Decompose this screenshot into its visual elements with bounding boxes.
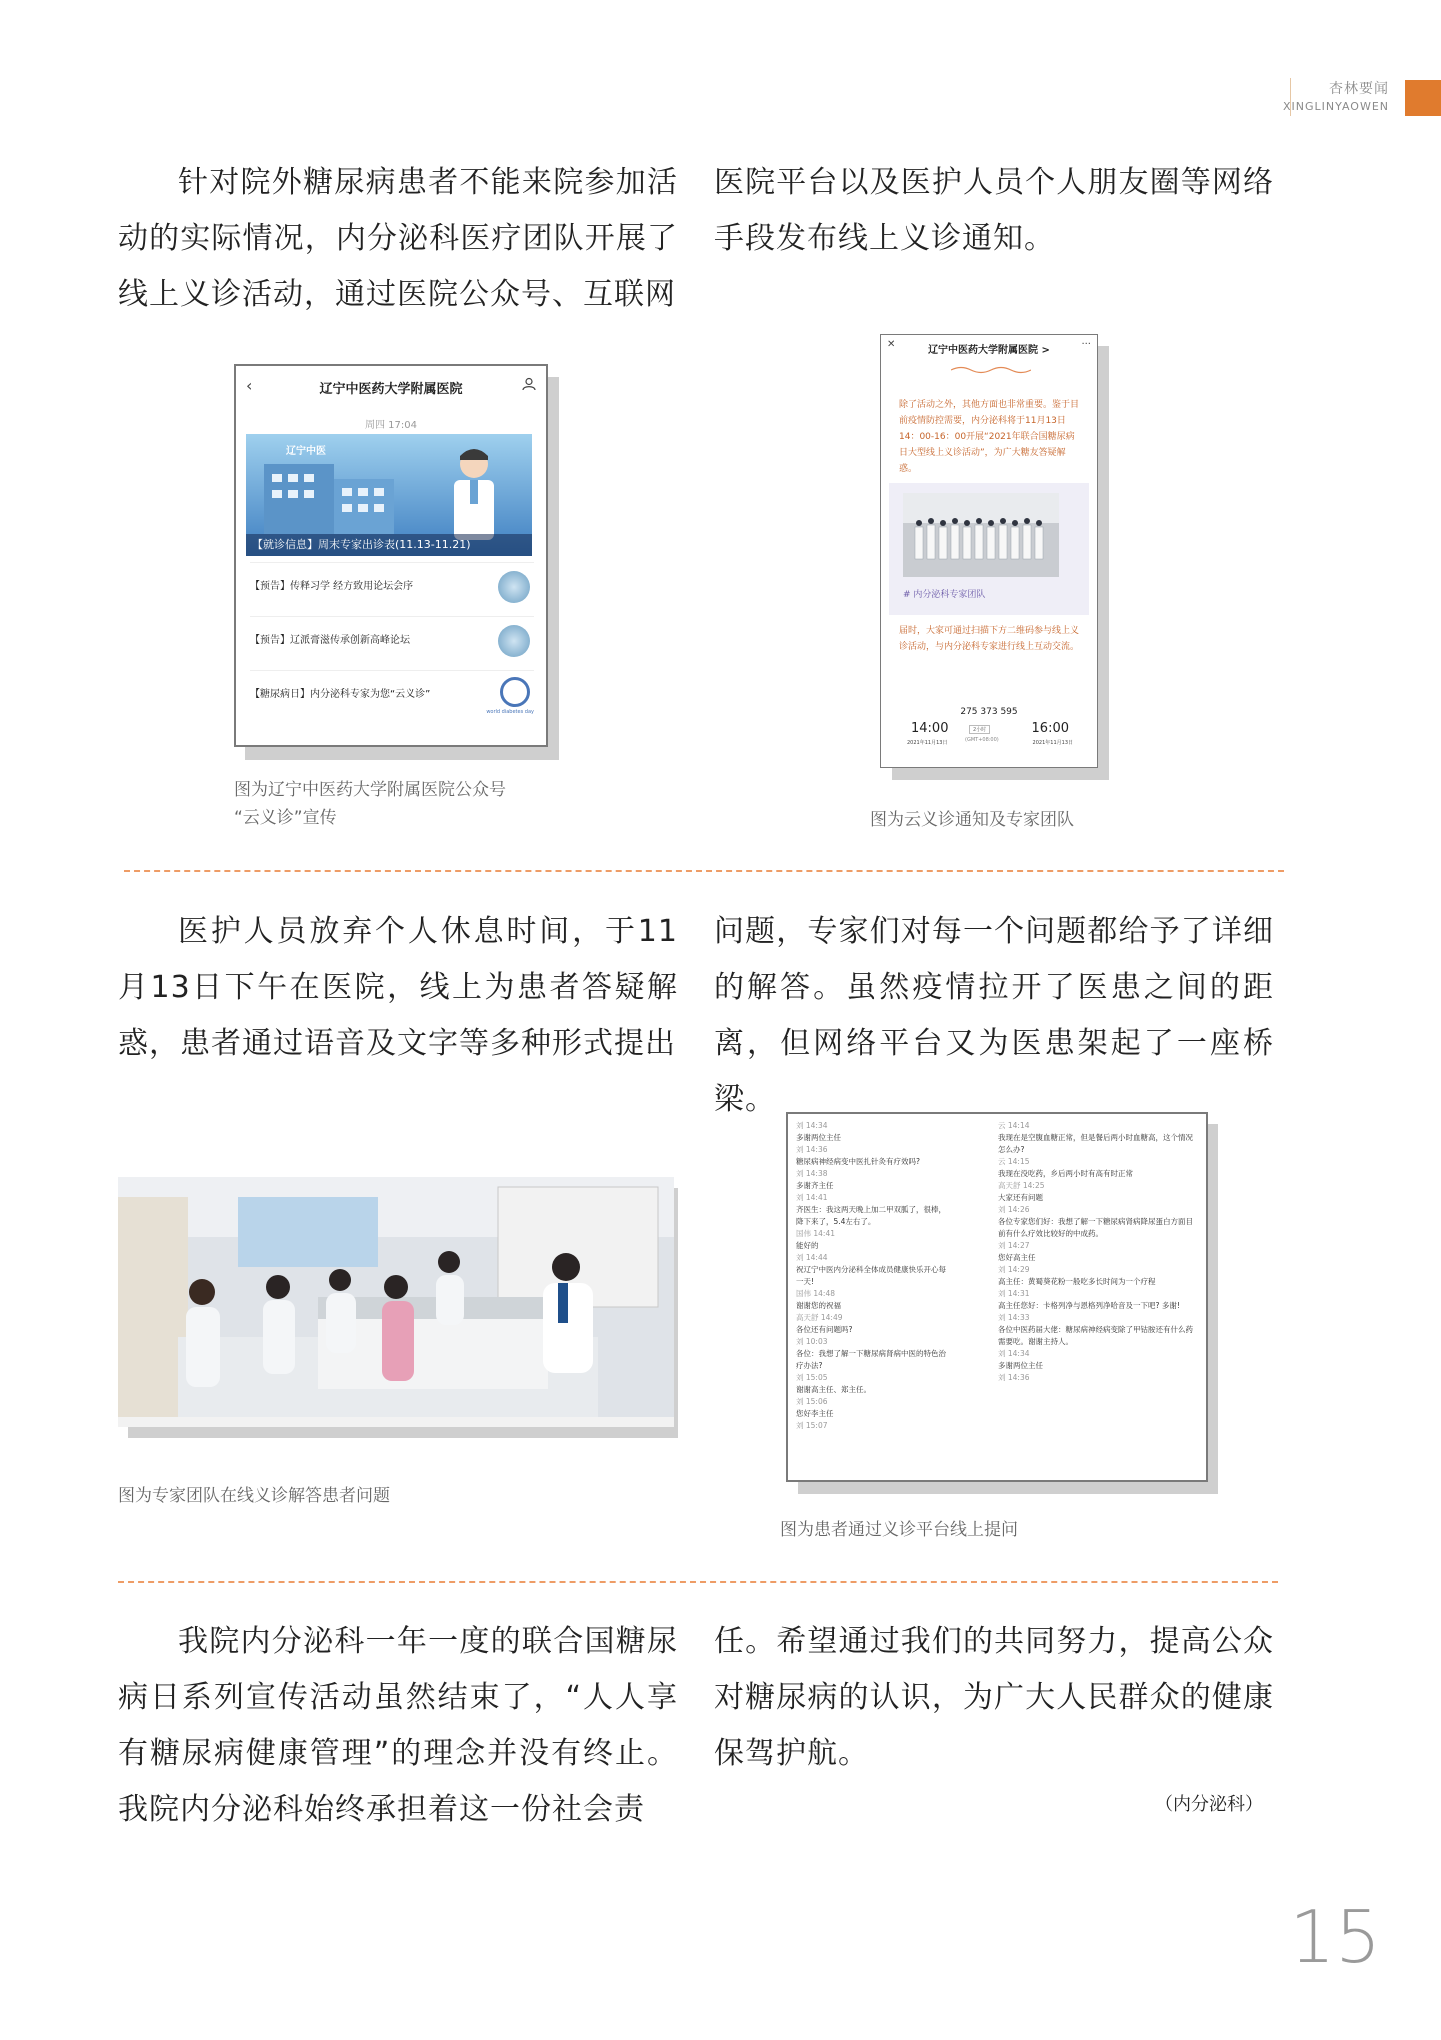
figure-1-caption-line-1: 图为辽宁中医药大学附属医院公众号 [234,780,506,800]
chat-text: 您好高主任 [998,1253,1036,1262]
app-title: 辽宁中医药大学附属医院 [319,382,463,397]
timestamp: 周四 17:04 [365,420,417,431]
chat-sender-time: 刘 14:33 [998,1313,1030,1322]
chat-text: 您好李主任 [796,1409,834,1418]
chat-message [796,1192,946,1228]
chat-text: 各位：我想了解一下糖尿病肾病中医的特色治疗办法? [796,1349,946,1370]
chat-message [796,1168,946,1192]
chat-text: 谢谢高主任、郑主任。 [796,1385,871,1394]
chat-message [796,1372,946,1396]
chat-message [998,1120,1198,1156]
chat-sender-time: 刘 14:41 [796,1193,828,1202]
start-date: 2021年11月13日 [907,740,948,746]
chat-text: 能好的 [796,1241,819,1250]
chat-message [998,1348,1198,1372]
paragraph-1-right: 医院平台以及医护人员个人朋友圈等网络手段发布线上义诊通知。 [714,165,1274,256]
chat-text: 各位还有问题吗? [796,1325,853,1334]
paragraph-3-right: 任。希望通过我们的共同努力，提高公众对糖尿病的认识，为广大人民群众的健康保驾护航。 [714,1624,1274,1771]
chat-sender-time: 高天舒 14:49 [796,1313,843,1322]
section-title: 杏林要闻 [1329,81,1389,97]
duration-badge: 2小时 [969,725,990,734]
chat-text: 高主任您好：卡格列净与恩格列净哈音及一下吧? 多谢! [998,1301,1180,1310]
chat-message [796,1252,946,1288]
banner-logo: 辽宁中医 [286,446,326,457]
chat-sender-time: 刘 14:36 [796,1145,828,1154]
wave-divider-icon [951,365,1031,375]
figure-2-caption: 图为云义诊通知及专家团队 [870,810,1074,830]
article-item [250,562,534,611]
paragraph-2-left: 医护人员放弃个人休息时间，于11月13日下午在医院，线上为患者答疑解惑，患者通过语音及文字等多种形式提出 [118,914,678,1061]
chat-message [796,1336,946,1372]
chat-text: 多谢两位主任 [796,1133,841,1142]
chat-sender-time: 刘 14:29 [998,1265,1030,1274]
chat-text: 糖尿病神经病变中医扎针灸有疗效吗? [796,1157,920,1166]
meeting-id: 275 373 595 [960,707,1018,717]
article-item [250,616,534,665]
section-divider [118,1581,1278,1583]
section-accent-square [1405,80,1441,116]
notice-text: 除了活动之外，其他方面也非常重要。鉴于目前疫情防控需要，内分泌科将于11月13日 14：00-16：00开展“2021年联合国糖尿病日大型线上义诊活动”，为广大糖友答疑解惑。 [899,400,1080,474]
article-item-title: 【预告】辽派膏滋传承创新高峰论坛 [250,635,410,646]
chat-sender-time: 刘 14:38 [796,1169,828,1178]
article-item [250,670,534,719]
end-date: 2021年11月13日 [1032,740,1073,746]
chat-text: 高主任：黄蜀葵花粉一般吃多长时间为一个疗程 [998,1277,1156,1286]
figure-1-caption-line-2: “云义诊”宣传 [234,808,337,828]
chat-text: 祝辽宁中医内分泌科全体成员健康快乐开心每一天! [796,1265,946,1286]
chat-text: 各位中医药届大佬：糖尿病神经病变除了甲钴胺还有什么药需要吃。谢谢主持人。 [998,1325,1193,1346]
chat-sender-time: 刘 14:36 [998,1373,1030,1382]
chat-message [796,1120,946,1144]
article-thumbnail [498,571,530,603]
chat-text: 大家还有问题 [998,1193,1043,1202]
figure-2-notice [880,334,1098,768]
section-divider [124,870,1284,872]
chat-sender-time: 刘 14:44 [796,1253,828,1262]
figure-3-caption: 图为专家团队在线义诊解答患者问题 [118,1486,390,1506]
chat-sender-time: 云 14:14 [998,1121,1030,1130]
team-label: # 内分泌科专家团队 [903,590,986,600]
chat-message [998,1180,1198,1204]
author-credit: （内分泌科） [1155,1794,1263,1815]
banner-caption: 【就诊信息】周末专家出诊表(11.13-11.21) [246,534,532,556]
chat-message [998,1288,1198,1312]
promo-banner [246,434,532,556]
close-icon: ✕ [887,339,896,350]
chat-text: 谢谢您的祝福 [796,1301,841,1310]
chat-sender-time: 国伟 14:41 [796,1229,835,1238]
chat-sender-time: 刘 14:31 [998,1289,1030,1298]
chat-sender-time: 刘 10:03 [796,1337,828,1346]
chat-sender-time: 刘 15:05 [796,1373,828,1382]
end-time: 16:00 [1031,721,1069,736]
figure-4-caption: 图为患者通过义诊平台线上提问 [780,1520,1018,1540]
chat-sender-time: 刘 14:27 [998,1241,1030,1250]
chat-text: 多谢齐主任 [796,1181,834,1190]
chat-text: 各位专家您们好：我想了解一下糖尿病肾病降尿蛋白方面目前有什么疗效比较好的中成药。 [998,1217,1193,1238]
figure-4-chat [786,1112,1208,1482]
more-icon: ··· [1081,339,1091,350]
article-item-title: 【糖尿病日】内分泌科专家为您“云义诊” [250,689,431,700]
paragraph-1-left: 针对院外糖尿病患者不能来院参加活动的实际情况，内分泌科医疗团队开展了线上义诊活动，通过医院公众号、互联网 [118,165,678,312]
chat-message [796,1312,946,1336]
chat-message [796,1396,946,1420]
timezone: (GMT+08:00) [965,737,999,743]
chat-message [796,1228,946,1252]
page-number: 15 [1289,1895,1381,1979]
start-time: 14:00 [911,721,949,736]
back-arrow-icon: ‹ [246,376,253,395]
chat-column-right [998,1120,1198,1384]
paragraph-3-left: 我院内分泌科一年一度的联合国糖尿病日系列宣传活动虽然结束了，“人人享有糖尿病健康管理”的理念并没有终止。我院内分泌科始终承担着这一份社会责 [118,1624,678,1827]
chat-text: 齐医生：我这两天晚上加二甲双胍了，很棒，降下来了，5.4左右了。 [796,1205,946,1226]
figure-3-photo [118,1177,674,1427]
chat-column-left [796,1120,946,1432]
team-photo-card [889,483,1089,615]
chat-message [796,1288,946,1312]
chat-message [998,1264,1198,1288]
article-item-title: 【预告】传释习学 经方致用论坛会序 [250,581,414,592]
consultation-photo [118,1177,674,1427]
join-text: 届时，大家可通过扫描下方二维码参与线上义诊活动，与内分泌科专家进行线上互动交流。 [899,626,1080,652]
chat-sender-time: 刘 14:34 [998,1349,1030,1358]
chat-sender-time: 国伟 14:48 [796,1289,835,1298]
article-thumbnail [498,625,530,657]
notice-header: 辽宁中医药大学附属医院 > [928,345,1050,356]
diabetes-day-label: world diabetes day [486,709,534,715]
chat-sender-time: 刘 15:07 [796,1421,828,1430]
section-subtitle: XINGLINYAOWEN [1282,100,1389,113]
chat-text: 多谢两位主任 [998,1361,1043,1370]
chat-sender-time: 刘 14:34 [796,1121,828,1130]
paragraph-2-right: 问题，专家们对每一个问题都给予了详细的解答。虽然疫情拉开了医患之间的距离，但网络平台又为医患架起了一座桥梁。 [714,914,1274,1117]
figure-1-phone [234,364,548,747]
chat-message [998,1204,1198,1240]
profile-icon [522,376,536,390]
team-photo [903,493,1059,577]
chat-message [796,1144,946,1168]
chat-message [998,1372,1198,1384]
diabetes-day-logo [500,677,530,707]
chat-text: 我现在是空腹血糖正常，但是餐后两小时血糖高，这个情况怎么办? [998,1133,1193,1154]
chat-text: 我现在没吃药，乡后两小时有高有时正常 [998,1169,1133,1178]
chat-sender-time: 刘 15:06 [796,1397,828,1406]
chat-sender-time: 高天舒 14:25 [998,1181,1045,1190]
chat-message [796,1420,946,1432]
chat-message [998,1156,1198,1180]
chat-sender-time: 刘 14:26 [998,1205,1030,1214]
chat-message [998,1312,1198,1348]
chat-message [998,1240,1198,1264]
figure-1-caption [234,776,564,832]
chat-sender-time: 云 14:15 [998,1157,1030,1166]
